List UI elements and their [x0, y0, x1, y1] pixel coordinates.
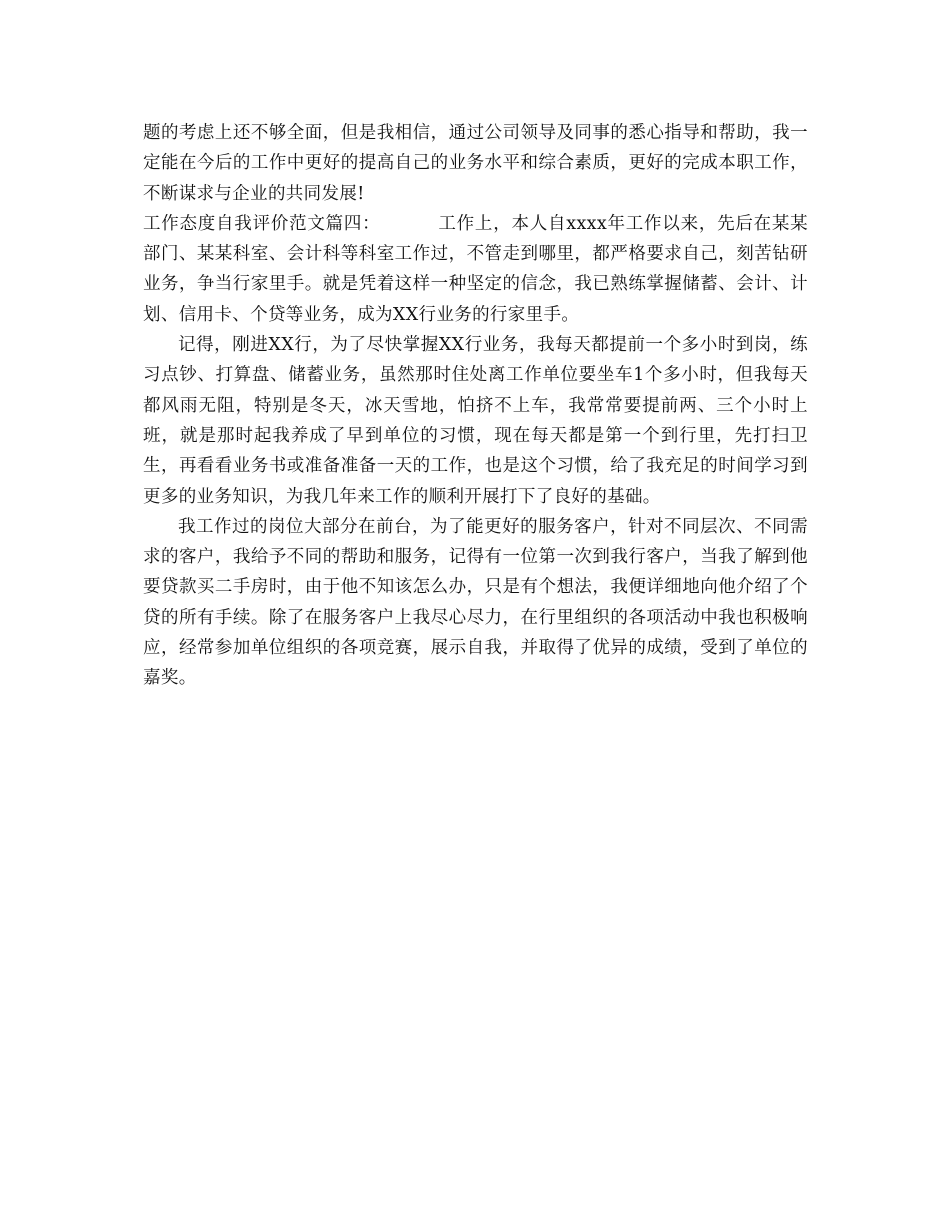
paragraph-section-four: [143, 209, 808, 330]
document-body: [143, 118, 808, 694]
section-four-body: 工作上，本人自xxxx年工作以来，先后在某某部门、某某科室、会计科等科室工作过，不管走到哪里，都严格要求自己，刻苦钻研业务，争当行家里手。就是凭着这样一种坚定的信念，我已熟练掌握储蓄、会计、计划、信用卡、个贷等业务，成为XX行业务的行家里手。: [143, 213, 808, 325]
paragraph-continuation: 题的考虑上还不够全面，但是我相信，通过公司领导及同事的悉心指导和帮助，我一定能在今后的工作中更好的提高自己的业务水平和综合素质，更好的完成本职工作，不断谋求与企业的共同发展!: [143, 123, 808, 204]
paragraph-memory: 记得，刚进XX行，为了尽快掌握XX行业务，我每天都提前一个多小时到岗，练习点钞、打算盘、储蓄业务，虽然那时住处离工作单位要坐车1个多小时，但我每天都风雨无阻，特别是冬天，冰天雪地，怕挤不上车，我常常要提前两、三个小时上班，就是那时起我养成了早到单位的习惯，现在每天都是第一个到行里，先打扫卫生，再看看业务书或准备准备一天的工作，也是这个习惯，给了我充足的时间学习到更多的业务知识，为我几年来工作的顺利开展打下了良好的基础。: [143, 335, 808, 507]
section-heading: 工作态度自我评价范文篇四：: [143, 213, 381, 234]
paragraph-service: 我工作过的岗位大部分在前台，为了能更好的服务客户，针对不同层次、不同需求的客户，我给予不同的帮助和服务，记得有一位第一次到我行客户，当我了解到他要贷款买二手房时，由于他不知该怎么办，只是有个想法，我便详细地向他介绍了个贷的所有手续。除了在服务客户上我尽心尽力，在行里组织的各项活动中我也积极响应，经常参加单位组织的各项竞赛，展示自我，并取得了优异的成绩，受到了单位的嘉奖。: [143, 516, 808, 689]
